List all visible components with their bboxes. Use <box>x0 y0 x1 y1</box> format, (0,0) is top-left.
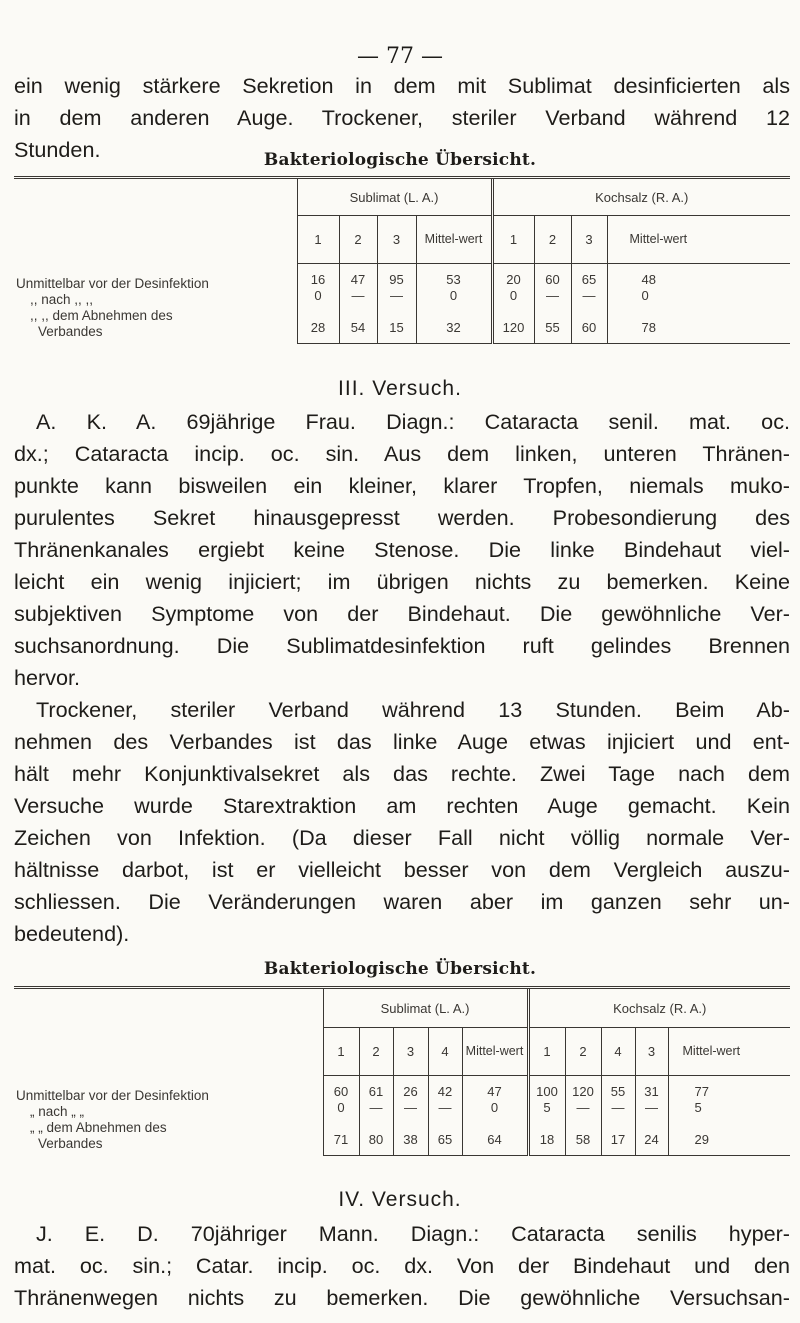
cell: 0 <box>509 287 518 303</box>
cell: 71 <box>333 1131 349 1147</box>
cell: 32 <box>446 319 461 335</box>
text-line: schliessen. Die Veränderungen waren aber im ganzen sehr un- <box>14 889 790 914</box>
text-line: hervor. <box>14 665 81 690</box>
cell: 0 <box>314 287 322 303</box>
cell: 17 <box>610 1131 626 1147</box>
cell: 15 <box>389 319 404 335</box>
page-number: — 77 — <box>357 44 443 69</box>
text-line: dx.; Cataracta incip. oc. sin. Aus dem linken, unteren Thränen- <box>14 441 790 466</box>
cell: 78 <box>641 319 656 335</box>
cell: 28 <box>310 319 326 335</box>
cell: 16 <box>310 271 326 287</box>
table1-caption: Bakteriologische Übersicht. <box>263 150 537 170</box>
col-header: Mittel-wert <box>416 216 492 264</box>
col-header: 2 <box>339 216 377 264</box>
row-label: Unmittelbar vor der Desinfektion <box>16 1087 209 1103</box>
cell: 47 <box>350 271 366 287</box>
cell: 95 <box>389 271 404 287</box>
col-header: 2 <box>534 216 571 264</box>
row-label: Verbandes <box>38 1135 103 1151</box>
col-header: Mittel-wert <box>668 1028 790 1076</box>
cell: — <box>582 287 596 303</box>
text-line: punkte kann bisweilen ein kleiner, klarer Tropfen, niemals muko- <box>14 473 790 498</box>
cell: 58 <box>575 1131 591 1147</box>
cell: — <box>369 1099 383 1115</box>
row-label: ,, nach ,, ,, <box>30 291 94 307</box>
text-line: Trockener, steriler Verband während 13 Stunden. Beim Ab- <box>36 697 790 722</box>
cell: 60 <box>545 271 560 287</box>
cell: — <box>390 287 403 303</box>
text-line: Stunden. <box>14 137 101 162</box>
text-line: purulentes Sekret hinausgepresst werden. Probesondierung des <box>14 505 790 530</box>
col-header: 3 <box>393 1028 428 1076</box>
cell: 55 <box>610 1083 626 1099</box>
text-line: leicht ein wenig injiciert; im übrigen nichts zu bemerken. Keine <box>14 569 790 594</box>
cell: 80 <box>368 1131 384 1147</box>
table1 <box>14 176 790 344</box>
cell: 42 <box>437 1083 453 1099</box>
group-header-kochsalz: Kochsalz (R. A.) <box>528 988 790 1028</box>
text-line: J. E. D. 70jähriger Mann. Diagn.: Cataracta senilis hyper- <box>36 1221 790 1246</box>
cell: 0 <box>337 1099 345 1115</box>
cell: — <box>404 1099 417 1115</box>
text-line: suchsanordnung. Die Sublimatdesinfektion ruft gelindes Brennen <box>14 633 790 658</box>
cell: 0 <box>641 287 649 303</box>
cell: — <box>438 1099 452 1115</box>
cell: 18 <box>539 1131 555 1147</box>
text-line: A. K. A. 69jährige Frau. Diagn.: Cataracta senil. mat. oc. <box>36 409 790 434</box>
text-line: Zeichen von Infektion. (Da dieser Fall nicht völlig normale Ver- <box>14 825 790 850</box>
versuch3-heading: III. Versuch. <box>338 377 462 400</box>
row-label: ,, ,, dem Abnehmen des <box>30 307 173 323</box>
cell: 47 <box>487 1083 502 1099</box>
cell: 20 <box>506 271 521 287</box>
text-line: subjektiven Symptome von der Bindehaut. Die gewöhnliche Ver- <box>14 601 790 626</box>
table1-row-labels <box>14 178 297 344</box>
row-label: Unmittelbar vor der Desinfektion <box>16 275 209 291</box>
versuch4-paragraph <box>14 1218 790 1314</box>
col-header: 1 <box>297 216 339 264</box>
cell: — <box>645 1099 658 1115</box>
cell: 53 <box>446 271 461 287</box>
group-header-sublimat: Sublimat (L. A.) <box>323 988 528 1028</box>
cell: 65 <box>581 271 597 287</box>
cell: 0 <box>490 1099 499 1115</box>
col-header: 4 <box>428 1028 462 1076</box>
text-line: Thränenwegen nichts zu bemerken. Die gewöhnliche Versuchsan- <box>14 1285 790 1310</box>
cell: 60 <box>333 1083 349 1099</box>
cell: 48 <box>641 271 656 287</box>
cell: 54 <box>350 319 366 335</box>
text-line: Versuche wurde Starextraktion am rechten Auge gemacht. Kein <box>14 793 790 818</box>
cell: — <box>611 1099 625 1115</box>
cell: 0 <box>449 287 458 303</box>
text-line: in dem anderen Auge. Trockener, steriler Verband während 12 <box>14 105 790 130</box>
text-line: bedeutend). <box>14 921 130 946</box>
text-line: mat. oc. sin.; Catar. incip. oc. dx. Von der Bindehaut und den <box>14 1253 790 1278</box>
cell: 60 <box>581 319 597 335</box>
group-header-sublimat: Sublimat (L. A.) <box>297 178 492 216</box>
row-label: „ nach „ „ <box>30 1103 85 1119</box>
col-header: 1 <box>528 1028 565 1076</box>
text-line: Thränenkanales ergiebt keine Stenose. Die linke Bindehaut viel- <box>14 537 790 562</box>
versuch3-paragraph-1 <box>14 406 790 694</box>
table2-caption: Bakteriologische Übersicht. <box>263 959 537 979</box>
text-line: hältnisse darbot, ist er vielleicht besser von dem Vergleich auszu- <box>14 857 790 882</box>
cell: — <box>576 1099 590 1115</box>
col-header: 3 <box>377 216 416 264</box>
cell: 55 <box>545 319 560 335</box>
cell: 38 <box>403 1131 418 1147</box>
cell: 26 <box>403 1083 418 1099</box>
cell: 120 <box>572 1083 594 1099</box>
col-header: Mittel-wert <box>607 216 790 264</box>
cell: 5 <box>543 1099 551 1115</box>
cell: — <box>351 287 365 303</box>
cell: 100 <box>536 1083 558 1099</box>
versuch3-paragraph-2 <box>14 694 790 950</box>
table2-row-labels <box>14 988 323 1156</box>
cell: 61 <box>368 1083 384 1099</box>
text-line: ein wenig stärkere Sekretion in dem mit Sublimat desinficierten als <box>14 73 790 98</box>
col-header: 3 <box>635 1028 668 1076</box>
cell: 5 <box>694 1099 702 1115</box>
cell: 29 <box>694 1131 709 1147</box>
cell: 24 <box>644 1131 659 1147</box>
cell: 31 <box>644 1083 659 1099</box>
cell: 65 <box>437 1131 453 1147</box>
table2 <box>14 986 790 1156</box>
cell: 120 <box>502 319 525 335</box>
col-header: 3 <box>571 216 607 264</box>
col-header: 2 <box>565 1028 601 1076</box>
col-header: 2 <box>359 1028 393 1076</box>
versuch4-heading: IV. Versuch. <box>338 1188 462 1211</box>
row-label: Verbandes <box>38 323 103 339</box>
text-line: nehmen des Verbandes ist das linke Auge etwas injiciert und ent- <box>14 729 790 754</box>
row-label: „ „ dem Abnehmen des <box>30 1119 167 1135</box>
text-line: hält mehr Konjunktivalsekret als das rechte. Zwei Tage nach dem <box>14 761 790 786</box>
col-header: 1 <box>323 1028 359 1076</box>
group-header-kochsalz: Kochsalz (R. A.) <box>492 178 790 216</box>
col-header: Mittel-wert <box>462 1028 528 1076</box>
cell: — <box>546 287 559 303</box>
cell: 77 <box>694 1083 709 1099</box>
cell: 64 <box>487 1131 502 1147</box>
col-header: 4 <box>601 1028 635 1076</box>
col-header: 1 <box>492 216 534 264</box>
